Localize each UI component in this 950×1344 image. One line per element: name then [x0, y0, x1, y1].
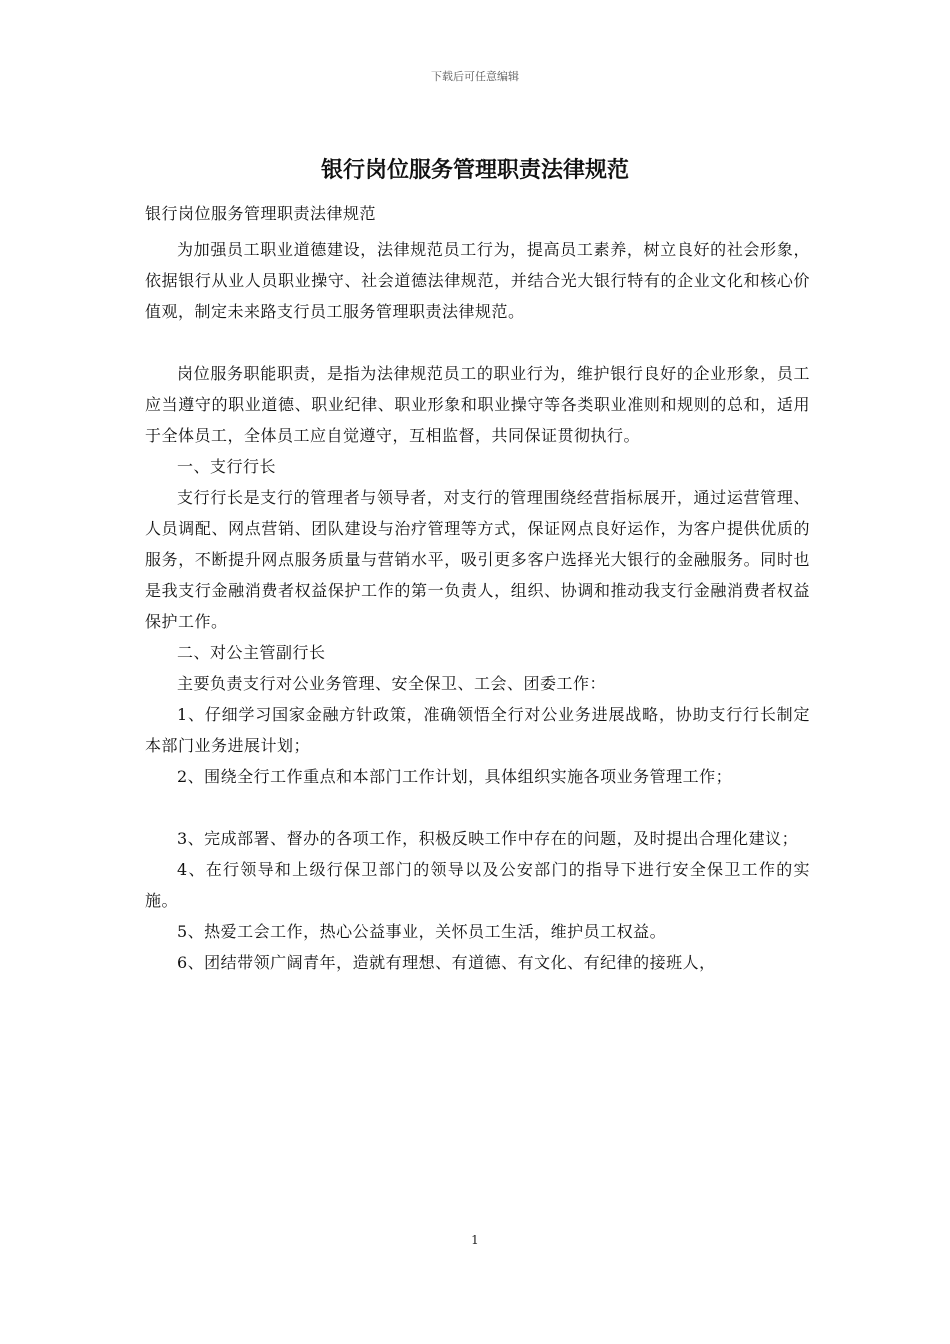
intro-paragraph: 为加强员工职业道德建设，法律规范员工行为，提高员工素养，树立良好的社会形象，依据银行从业人员职业操守、社会道德法律规范，并结合光大银行特有的企业文化和核心价值观，制定未来路支行员工服务管理职责法律规范。	[145, 240, 810, 321]
vice-president-summary: 主要负责支行对公业务管理、安全保卫、工会、团委工作：	[177, 674, 607, 693]
list-item-1: 1、仔细学习国家金融方针政策，准确领悟全行对公业务进展战略，协助支行行长制定本部门业务进展计划；	[145, 705, 810, 755]
list-item-6: 6、团结带领广阔青年，造就有理想、有道德、有文化、有纪律的接班人，	[177, 953, 716, 972]
document-title: 银行岗位服务管理职责法律规范	[320, 157, 629, 183]
list-item-3: 3、完成部署、督办的各项工作，积极反映工作中存在的问题，及时提出合理化建议；	[177, 829, 799, 848]
page-number: 1	[471, 1233, 479, 1247]
branch-president-paragraph: 支行行长是支行的管理者与领导者，对支行的管理围绕经营指标展开，通过运营管理、人员调配、网点营销、团队建设与治疗管理等方式，保证网点良好运作，为客户提供优质的服务，不断提升网点服务质量与营销水平，吸引更多客户选择光大银行的金融服务。同时也是我支行金融消费者权益保护工作的第一负责人，组织、协调和推动我支行金融消费者权益保护工作。	[145, 488, 810, 631]
subtitle-paragraph: 银行岗位服务管理职责法律规范	[145, 204, 377, 223]
section-heading-branch-president: 一、支行行长	[177, 457, 277, 476]
header-note: 下载后可任意编辑	[431, 70, 519, 83]
list-item-4: 4、在行领导和上级行保卫部门的领导以及公安部门的指导下进行安全保卫工作的实施。	[145, 860, 810, 910]
section-heading-vice-president: 二、对公主管副行长	[177, 643, 326, 662]
list-item-2: 2、围绕全行工作重点和本部门工作计划，具体组织实施各项业务管理工作；	[177, 767, 733, 786]
definition-paragraph: 岗位服务职能职责，是指为法律规范员工的职业行为，维护银行良好的企业形象，员工应当遵守的职业道德、职业纪律、职业形象和职业操守等各类职业准则和规则的总和，适用于全体员工，全体员工应自觉遵守，互相监督，共同保证贯彻执行。	[145, 364, 810, 445]
list-item-5: 5、热爱工会工作，热心公益事业，关怀员工生活，维护员工权益。	[177, 922, 667, 941]
document-body	[145, 198, 810, 978]
